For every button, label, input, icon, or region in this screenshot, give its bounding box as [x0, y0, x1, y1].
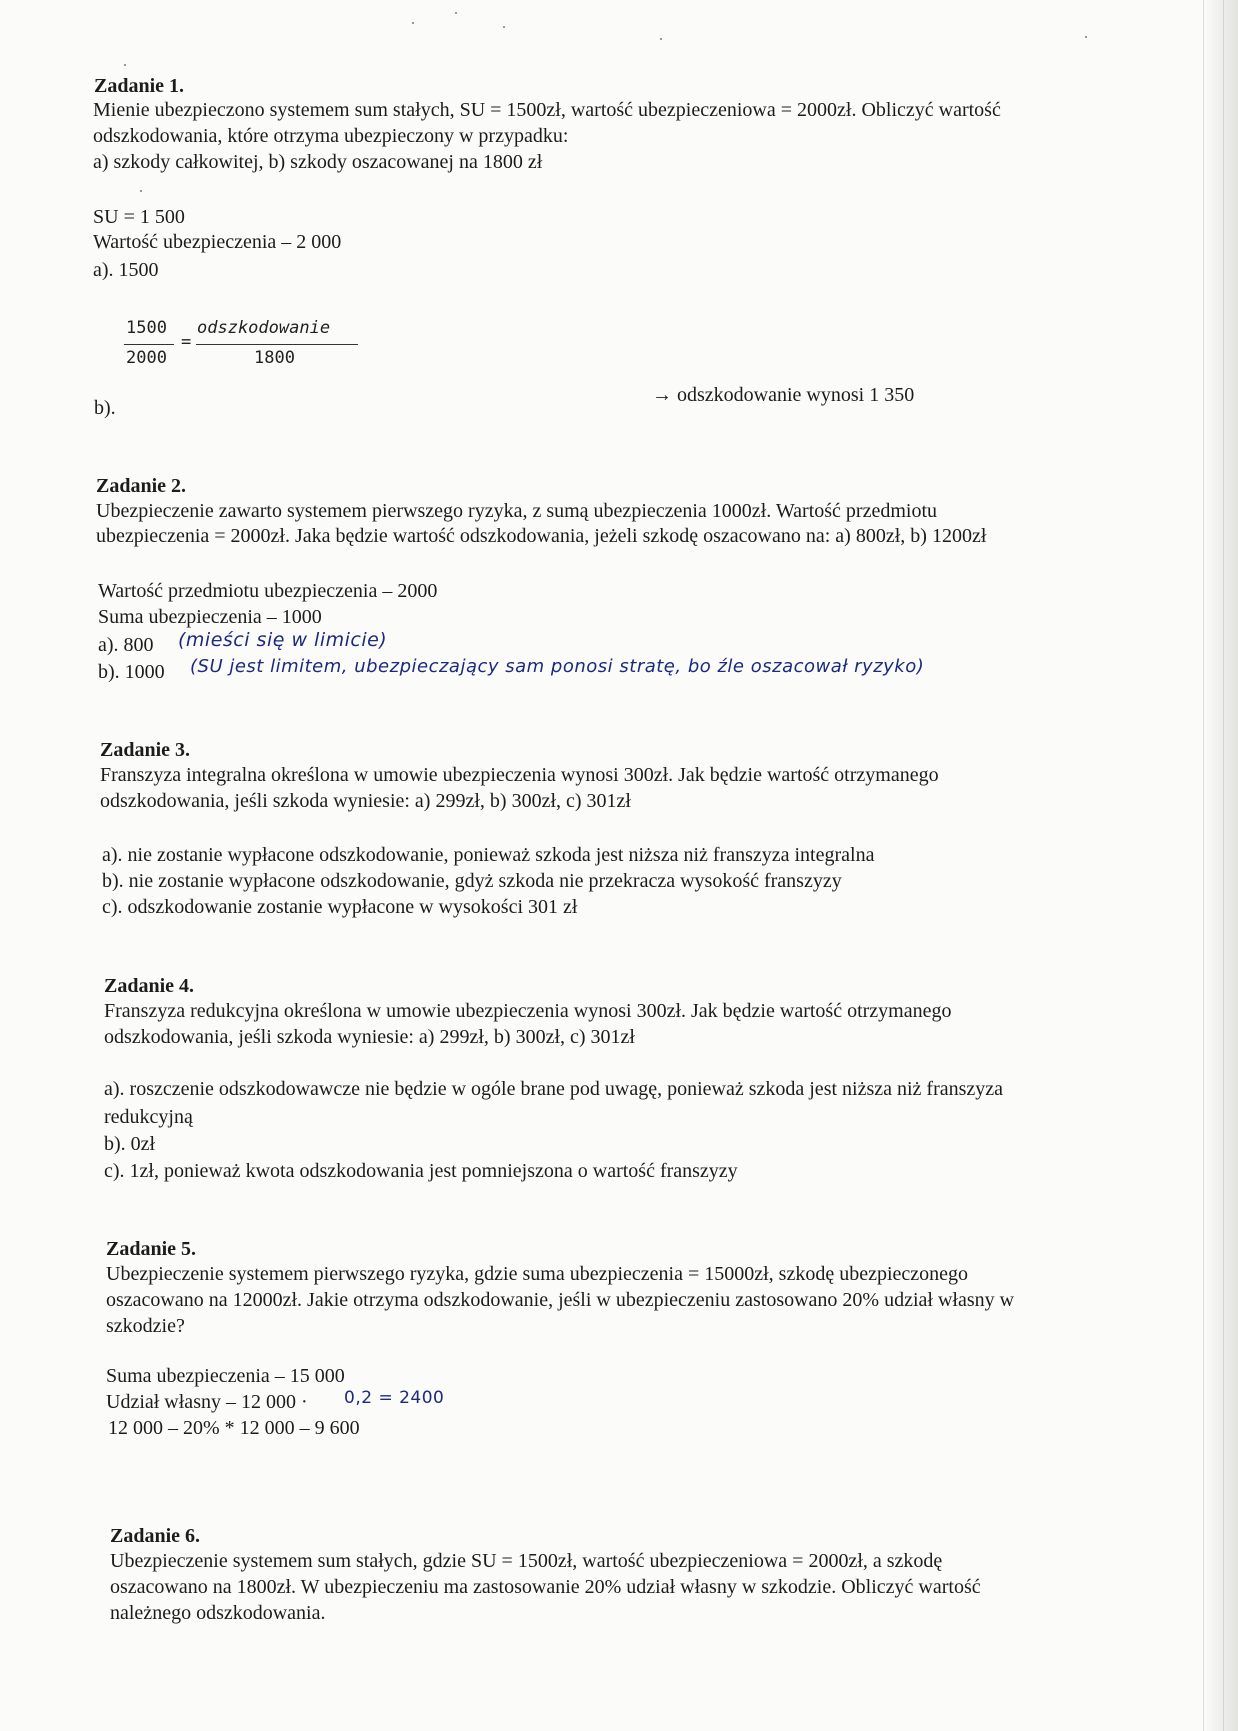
fraction-bar-left — [124, 344, 174, 345]
task-5-answer-line: Suma ubezpieczenia – 15 000 — [106, 1365, 345, 1387]
task-3-answer-line: a). nie zostanie wypłacone odszkodowanie, ponieważ szkoda jest niższa niż franszyza integralna — [102, 844, 875, 866]
scan-speck — [660, 38, 662, 40]
task-2-title: Zadanie 2. — [96, 475, 187, 497]
task-4-answer-line: a). roszczenie odszkodowawcze nie będzie w ogóle brane pod uwagę, ponieważ szkoda jest niższa niż franszyza — [104, 1078, 1004, 1100]
task-1-body-line: Mienie ubezpieczono systemem sum stałych, SU = 1500zł, wartość ubezpieczeniowa = 2000zł. Obliczyć wartość — [93, 99, 1001, 121]
task-3-answer-line: b). nie zostanie wypłacone odszkodowanie, gdyż szkoda nie przekracza wysokość franszyzy — [102, 870, 842, 892]
task-5-handwritten-note: 0,2 = 2400 — [344, 1388, 445, 1408]
task-6-body-line: oszacowano na 1800zł. W ubezpieczeniu ma zastosowanie 20% udział własny w szkodzie. Obliczyć wartość — [110, 1576, 981, 1598]
task-1-body-line: a) szkody całkowitej, b) szkody oszacowanej na 1800 zł — [93, 151, 543, 173]
task-6-body-line: należnego odszkodowania. — [110, 1602, 326, 1624]
task-2-handwritten-note-a: (mieści się w limicie) — [178, 629, 388, 651]
scan-speck — [1085, 36, 1087, 38]
scan-edge — [1203, 0, 1238, 1731]
task-2-body-line: ubezpieczenia = 2000zł. Jaka będzie wartość odszkodowania, jeżeli szkodę oszacowano na: a) 800zł, b) 1200zł — [96, 525, 987, 547]
task-5-body-line: szkodzie? — [106, 1315, 185, 1337]
task-2-answer-line: Suma ubezpieczenia – 1000 — [98, 606, 322, 628]
task-1-answer-line: SU = 1 500 — [93, 206, 185, 228]
task-2-answer-line: Wartość przedmiotu ubezpieczenia – 2000 — [98, 580, 438, 602]
task-1-title: Zadanie 1. — [94, 75, 185, 97]
task-2-body-line: Ubezpieczenie zawarto systemem pierwszego ryzyka, z sumą ubezpieczenia 1000zł. Wartość przedmiotu — [96, 500, 937, 522]
fraction-bar-right — [196, 344, 358, 345]
task-2-answer-b: b). 1000 — [98, 661, 165, 683]
task-5-body-line: Ubezpieczenie systemem pierwszego ryzyka, gdzie suma ubezpieczenia = 15000zł, szkodę ubezpieczonego — [106, 1263, 969, 1285]
task-3-title: Zadanie 3. — [100, 739, 191, 761]
scan-speck — [412, 22, 414, 24]
scan-speck — [140, 190, 142, 192]
task-1-body-line: odszkodowania, które otrzyma ubezpieczony w przypadku: — [93, 125, 569, 147]
task-4-title: Zadanie 4. — [104, 975, 195, 997]
task-6-body-line: Ubezpieczenie systemem sum stałych, gdzie SU = 1500zł, wartość ubezpieczeniowa = 2000zł, a szkodę — [110, 1550, 943, 1572]
scan-speck — [503, 26, 505, 28]
task-5-title: Zadanie 5. — [106, 1238, 197, 1260]
scan-edge-line — [1223, 0, 1224, 1731]
scan-speck — [124, 64, 126, 66]
task-5-answer-line: 12 000 – 20% * 12 000 – 9 600 — [108, 1417, 360, 1439]
fraction-numerator-right: odszkodowanie — [197, 318, 331, 338]
task-1-answer-line: a). 1500 — [93, 259, 159, 281]
task-4-answer-line: c). 1zł, ponieważ kwota odszkodowania jest pomniejszona o wartość franszyzy — [104, 1160, 738, 1182]
task-1-fraction — [124, 318, 364, 374]
task-5-answer-line: Udział własny – 12 000 · — [106, 1391, 308, 1413]
task-6-title: Zadanie 6. — [110, 1525, 201, 1547]
task-4-body-line: odszkodowania, jeśli szkoda wyniesie: a) 299zł, b) 300zł, c) 301zł — [104, 1026, 635, 1048]
task-3-body-line: Franszyza integralna określona w umowie ubezpieczenia wynosi 300zł. Jak będzie wartość otrzymanego — [100, 764, 939, 786]
fraction-denominator-right: 1800 — [254, 348, 295, 368]
task-1-b-result: → odszkodowanie wynosi 1 350 — [652, 384, 915, 406]
task-2-handwritten-note-b: (SU jest limitem, ubezpieczający sam ponosi stratę, bo źle oszacował ryzyko) — [190, 656, 925, 677]
task-1-b-label: b). — [94, 397, 116, 419]
fraction-equals: = — [181, 332, 192, 352]
task-3-body-line: odszkodowania, jeśli szkoda wyniesie: a) 299zł, b) 300zł, c) 301zł — [100, 790, 631, 812]
task-1-answer-line: Wartość ubezpieczenia – 2 000 — [93, 231, 342, 253]
task-5-body-line: oszacowano na 12000zł. Jakie otrzyma odszkodowanie, jeśli w ubezpieczeniu zastosowano 20% udział własny w — [106, 1289, 1015, 1311]
fraction-numerator-left: 1500 — [126, 318, 167, 338]
task-2-answer-a: a). 800 — [98, 634, 154, 656]
fraction-denominator-left: 2000 — [126, 348, 167, 368]
task-4-answer-line: redukcyjną — [104, 1106, 193, 1128]
scan-speck — [455, 12, 457, 14]
task-4-body-line: Franszyza redukcyjna określona w umowie ubezpieczenia wynosi 300zł. Jak będzie wartość otrzymanego — [104, 1000, 952, 1022]
task-4-answer-line: b). 0zł — [104, 1133, 156, 1155]
task-3-answer-line: c). odszkodowanie zostanie wypłacone w wysokości 301 zł — [102, 896, 578, 918]
